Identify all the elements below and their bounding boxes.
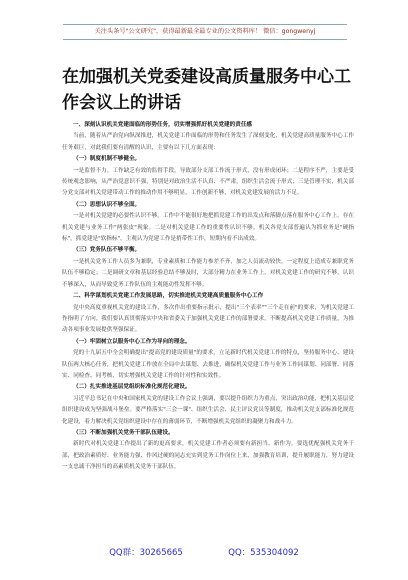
body-paragraph: 一是监督不力。工作缺乏有效的监督手段，导致部分支部工作流于形式，没有形成闭环；二是程序不严，主要是受传统观念影响，从严治党意识不强，特别是对政治生活不认真、不严肃，组织生活会流于形式；三是管理不实，机关部分党支部对机关党建带动工作的推动作用不够明显，工作创新不够，对机关党建发展的活力不足。 xyxy=(62,167,354,197)
body-paragraph: 一是对机关党建的必要性认识不够。工作中不能很好地把抓党建工作的出发点和落脚点落在服务中心工作上，存在机关党建与业务工作"两张皮"现象。二是对机关党建工作的重要性认识不够。机关各党支部普遍认为抓业务是"硬指标"，抓党建是"软指标"，主观认为党建工作是捎带性工作，短期内看不出成效。 xyxy=(62,213,354,243)
document-body xyxy=(62,120,354,474)
subsection-heading: （二）思想认识不够全面。 xyxy=(73,201,141,208)
body-paragraph: 党的十九届五中全会明确提出"提高党的建设质量"的要求，立足新时代机关党建工作的特点，坚持服务中心、建设队伍两大核心任务，把机关党建工作放在全局中去谋划、去推进，确保机关党建工作与业务工作同谋划、同部署、同落实、同检查、同考核，切实增强机关党建工作的针对性和实效性。 xyxy=(62,350,354,379)
subsection-heading: （一）牢固树立以服务中心工作为导向的理念。 xyxy=(73,338,191,345)
document-title: 在加强机关党委建设高质量服务中心工作会议上的讲话 xyxy=(62,67,351,113)
body-paragraph: 当前，随着从严治党向纵深推进，机关党建工作面临的形势和任务发生了深刻变化，机关党建高质量服务中心工作任务艰巨，对此我们要有清醒的认识，主要有以下几方面表现： xyxy=(62,133,354,151)
body-paragraph: 新时代对机关党建工作提出了新的更高要求，机关党建工作者必须要有新担当、新作为。要选优配强机关党务干部，把政治素质好、业务能力强、作风过硬的同志充实到党务工作岗位上来，加强教育培训，提升履职能力，努力建设一支忠诚干净担当的高素质机关党务干部队伍。 xyxy=(62,441,354,471)
body-paragraph: 一是机关党务工作人员多为兼职，专业素质和工作能力参差不齐，加之人员流动较快，一定程度上造成专兼职党务队伍不够稳定；二是调研文章和基层经验总结不够及时，大部分精力在业务工作上，对机关党建工作的研究不够，认识不够深入，从而导致党务工作队伍的主观能动性发挥不够。 xyxy=(62,258,354,288)
subsection-heading: （三）不断加强机关党务干部队伍建设。 xyxy=(73,429,174,436)
section-heading: 二、科学谋划机关党建工作发展思路，切实推进机关党建高质量服务中心工作 xyxy=(73,293,264,300)
section-heading: 一、深刻认识机关党建面临的形势任务，切实增强抓好机关党建的责任感 xyxy=(73,122,253,128)
qq-number: 535304092 xyxy=(250,548,299,558)
qq-label: QQ： xyxy=(228,548,251,558)
footer-contact xyxy=(0,546,408,560)
qq-group-number: 30265665 xyxy=(139,548,183,558)
subsection-heading: （三）党务队伍不够平衡。 xyxy=(73,247,141,254)
promo-banner[interactable]: 关注头条号"公文研究"，获得最新最全最专业的公文资料库！ 微信：gongwenyj xyxy=(63,24,347,40)
subsection-heading: （二）扎实推进基层党组织标准化规范化建设。 xyxy=(73,384,191,391)
body-paragraph: 党中央高度重视机关党的建设工作，多次作出重要指示批示，提出"三个表率""三个走在前"的要求，为机关党建工作指明了方向。我们要认真贯彻落实中央和省委关于加强机关党建工作的部署要求，不断提高机关党建工作质量，为推动各项事业发展提供坚强保证。 xyxy=(62,304,354,334)
qq-group-label: QQ群： xyxy=(109,548,140,558)
body-paragraph: 习近平总书记在中央和国家机关党的建设工作会议上强调，要以提升组织力为重点，突出政治功能，把机关基层党组织建设成为坚强战斗堡垒。要严格落实"三会一课"、组织生活会、民主评议党员等制度，推动机关党支部标准化规范化建设，着力解决机关党组织建设中存在的薄弱环节，不断增强机关党组织的凝聚力和战斗力。 xyxy=(62,395,354,425)
subsection-heading: （一）制度机制不够健全。 xyxy=(73,156,141,163)
